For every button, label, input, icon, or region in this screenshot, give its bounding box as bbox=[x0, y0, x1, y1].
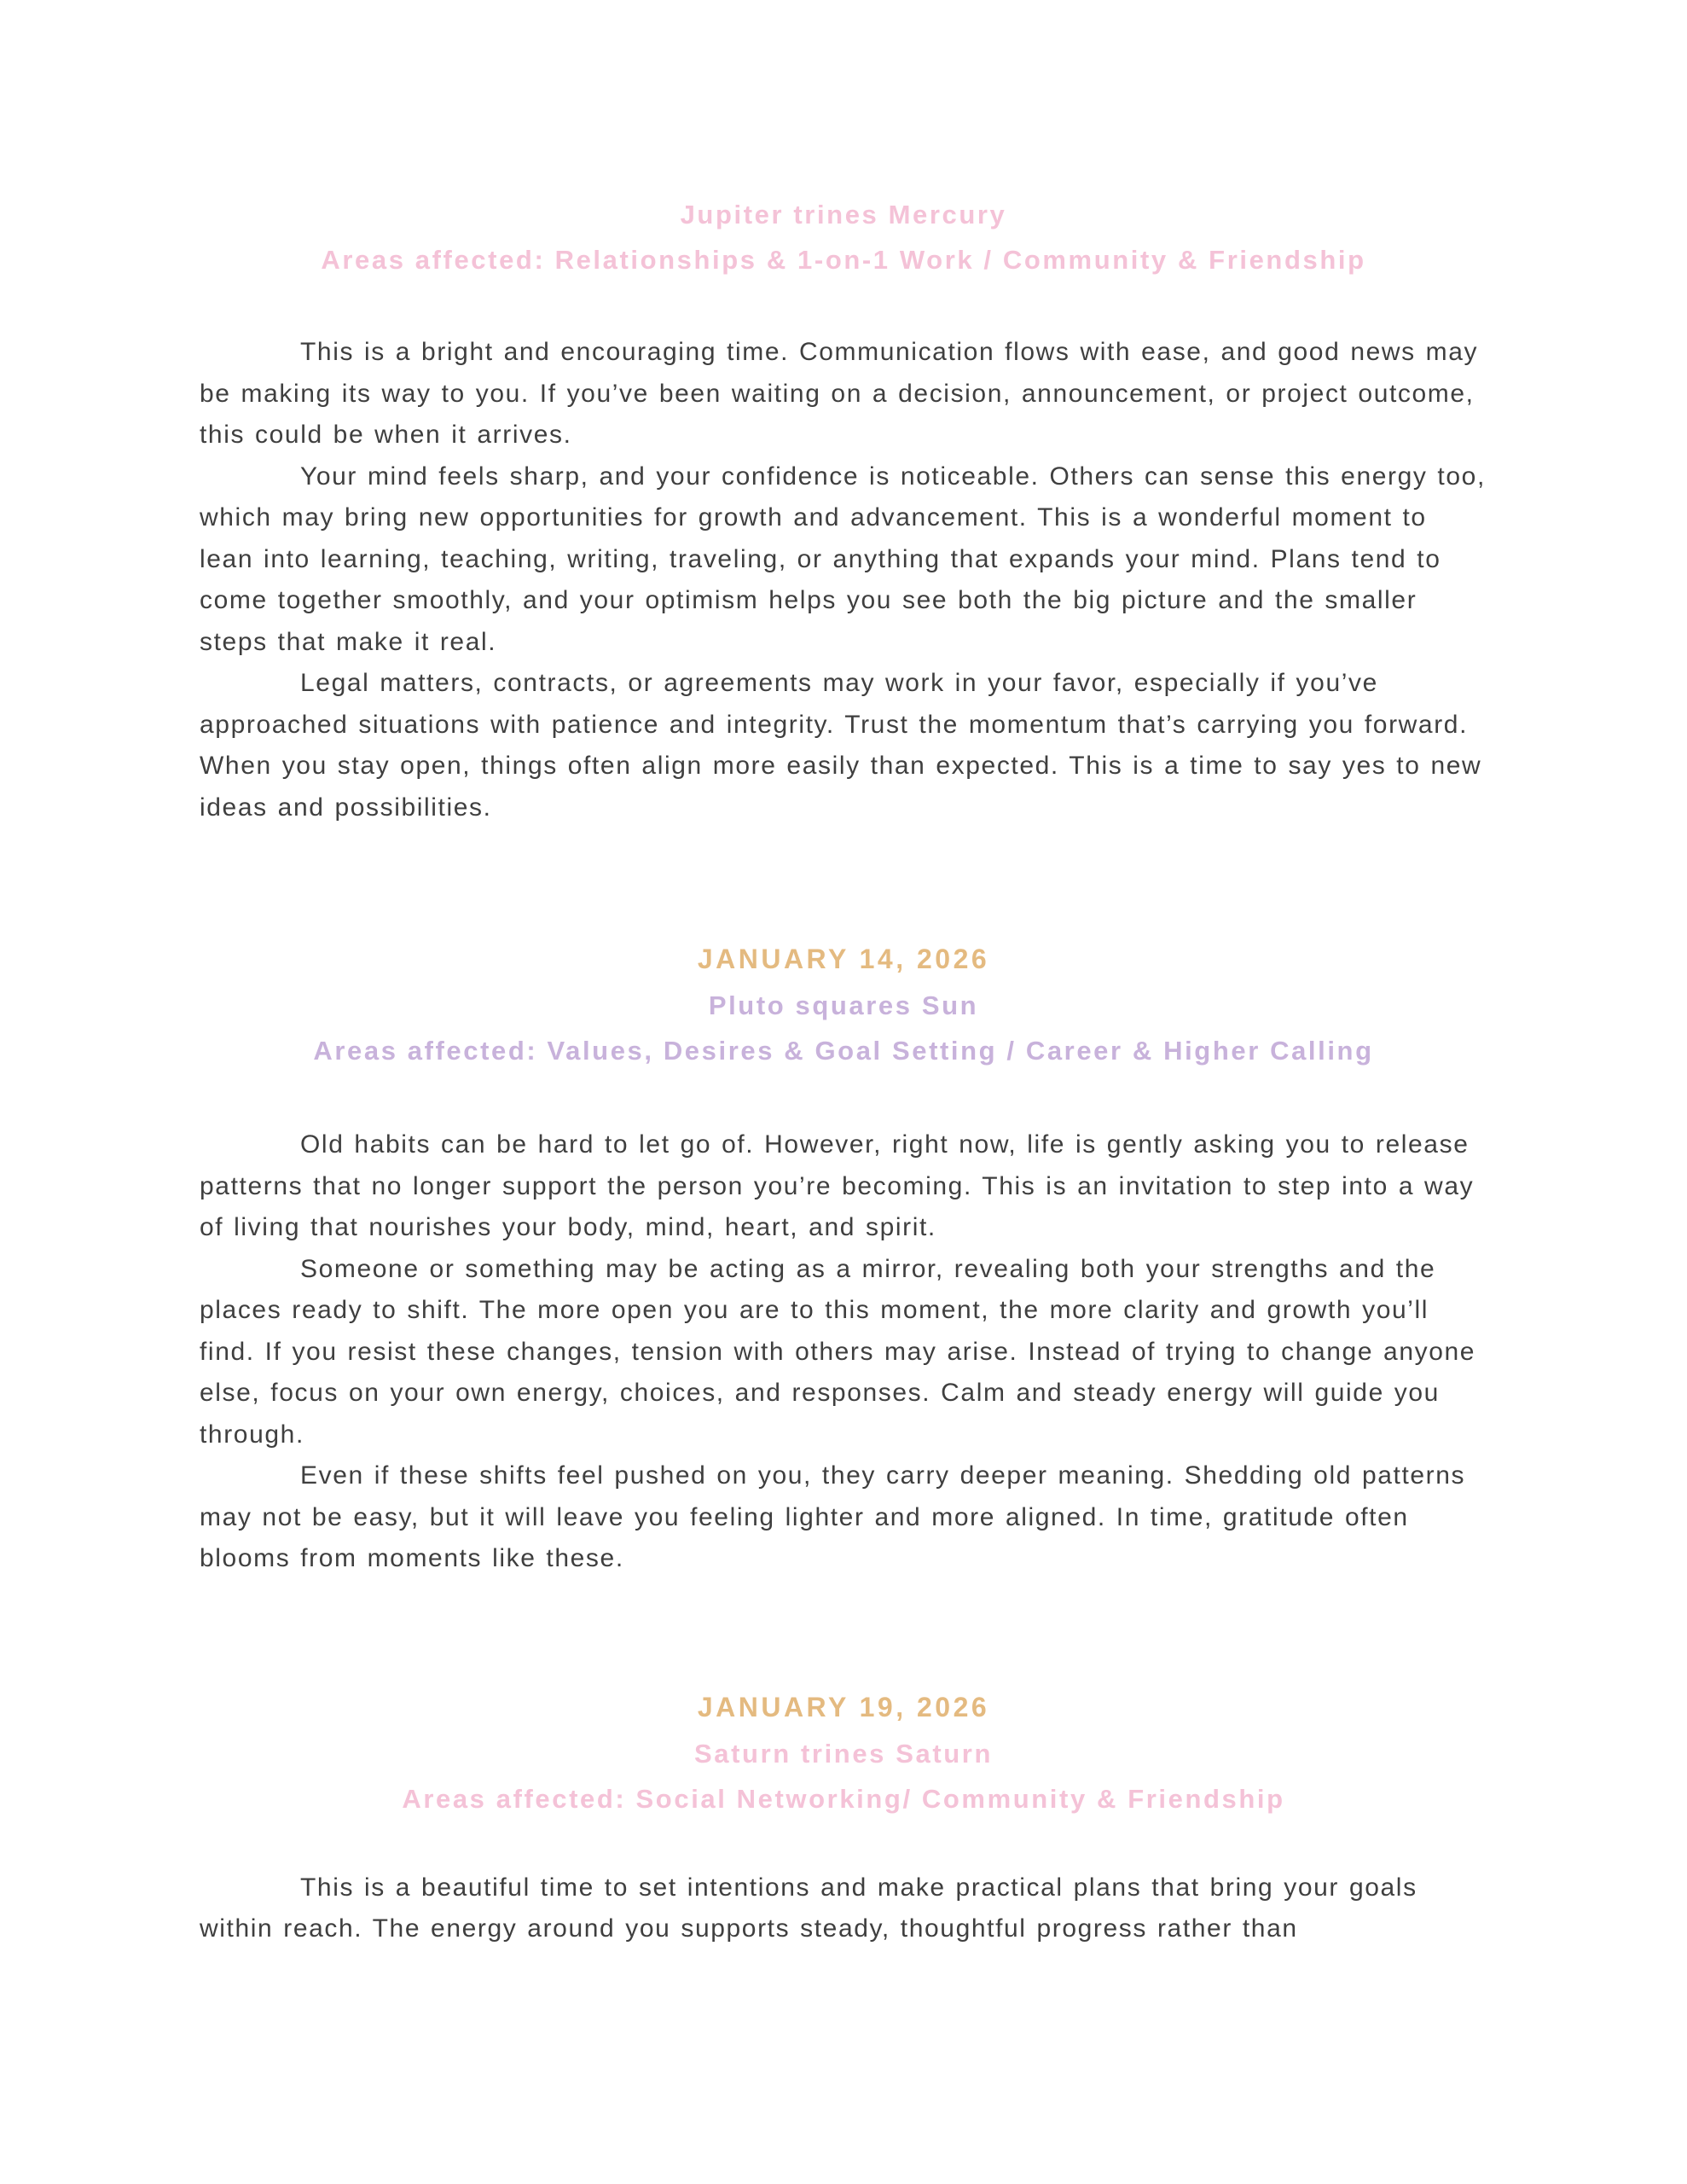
paragraph: Your mind feels sharp, and your confidence is noticeable. Others can sense this energy too, which may bring new opportunities for growth and advancement. This is a wonderful moment to lean into learning, teaching, writing, traveling, or anything that expands your mind. Plans tend to come together smoothly, and your optimism helps you see both the big picture and the smaller steps that make it real. bbox=[200, 462, 1486, 656]
paragraph: Someone or something may be acting as a mirror, revealing both your strengths and the places ready to shift. The more open you are to this moment, the more clarity and growth you’ll find. If you resist these changes, tension with others may arise. Instead of trying to change anyone else, focus on your own energy, choices, and responses. Calm and steady energy will guide you through. bbox=[200, 1254, 1476, 1449]
aspect-title: Saturn trines Saturn bbox=[694, 1738, 993, 1769]
section-body bbox=[200, 332, 1487, 828]
horoscope-section-saturn-trines-saturn bbox=[200, 1684, 1487, 1950]
date-heading: JANUARY 19, 2026 bbox=[697, 1691, 990, 1722]
horoscope-section-jupiter-trines-mercury bbox=[200, 192, 1487, 828]
areas-affected-line: Areas affected: Relationships & 1-on-1 Work / Community & Friendship bbox=[321, 245, 1366, 275]
areas-affected-line: Areas affected: Values, Desires & Goal Setting / Career & Higher Calling bbox=[313, 1036, 1374, 1066]
horoscope-section-pluto-squares-sun bbox=[200, 936, 1487, 1580]
section-body bbox=[200, 1124, 1487, 1580]
paragraph: This is a beautiful time to set intentions and make practical plans that bring your goals within reach. The energy around you supports steady, thoughtful progress rather than bbox=[200, 1873, 1417, 1943]
aspect-title: Jupiter trines Mercury bbox=[680, 200, 1007, 229]
paragraph: Even if these shifts feel pushed on you, they carry deeper meaning. Shedding old patterns may not be easy, but it will leave you feeling lighter and more aligned. In time, gratitude often blooms from moments like these. bbox=[200, 1461, 1466, 1572]
paragraph: Old habits can be hard to let go of. However, right now, life is gently asking you to release patterns that no longer support the person you’re becoming. This is an invitation to step into a way of living that nourishes your body, mind, heart, and spirit. bbox=[200, 1130, 1475, 1241]
section-body bbox=[200, 1867, 1487, 1950]
aspect-title: Pluto squares Sun bbox=[708, 990, 979, 1020]
areas-affected-line: Areas affected: Social Networking/ Community & Friendship bbox=[402, 1783, 1285, 1814]
date-heading: JANUARY 14, 2026 bbox=[697, 944, 990, 974]
paragraph: Legal matters, contracts, or agreements may work in your favor, especially if you’ve approached situations with patience and integrity. Trust the momentum that’s carrying you forward. When you stay open, things often align more easily than expected. This is a time to say yes to new ideas and possibilities. bbox=[200, 669, 1482, 822]
paragraph: This is a bright and encouraging time. Communication flows with ease, and good news may be making its way to you. If you’ve been waiting on a decision, announcement, or project outcome, this could be when it arrives. bbox=[200, 338, 1479, 449]
